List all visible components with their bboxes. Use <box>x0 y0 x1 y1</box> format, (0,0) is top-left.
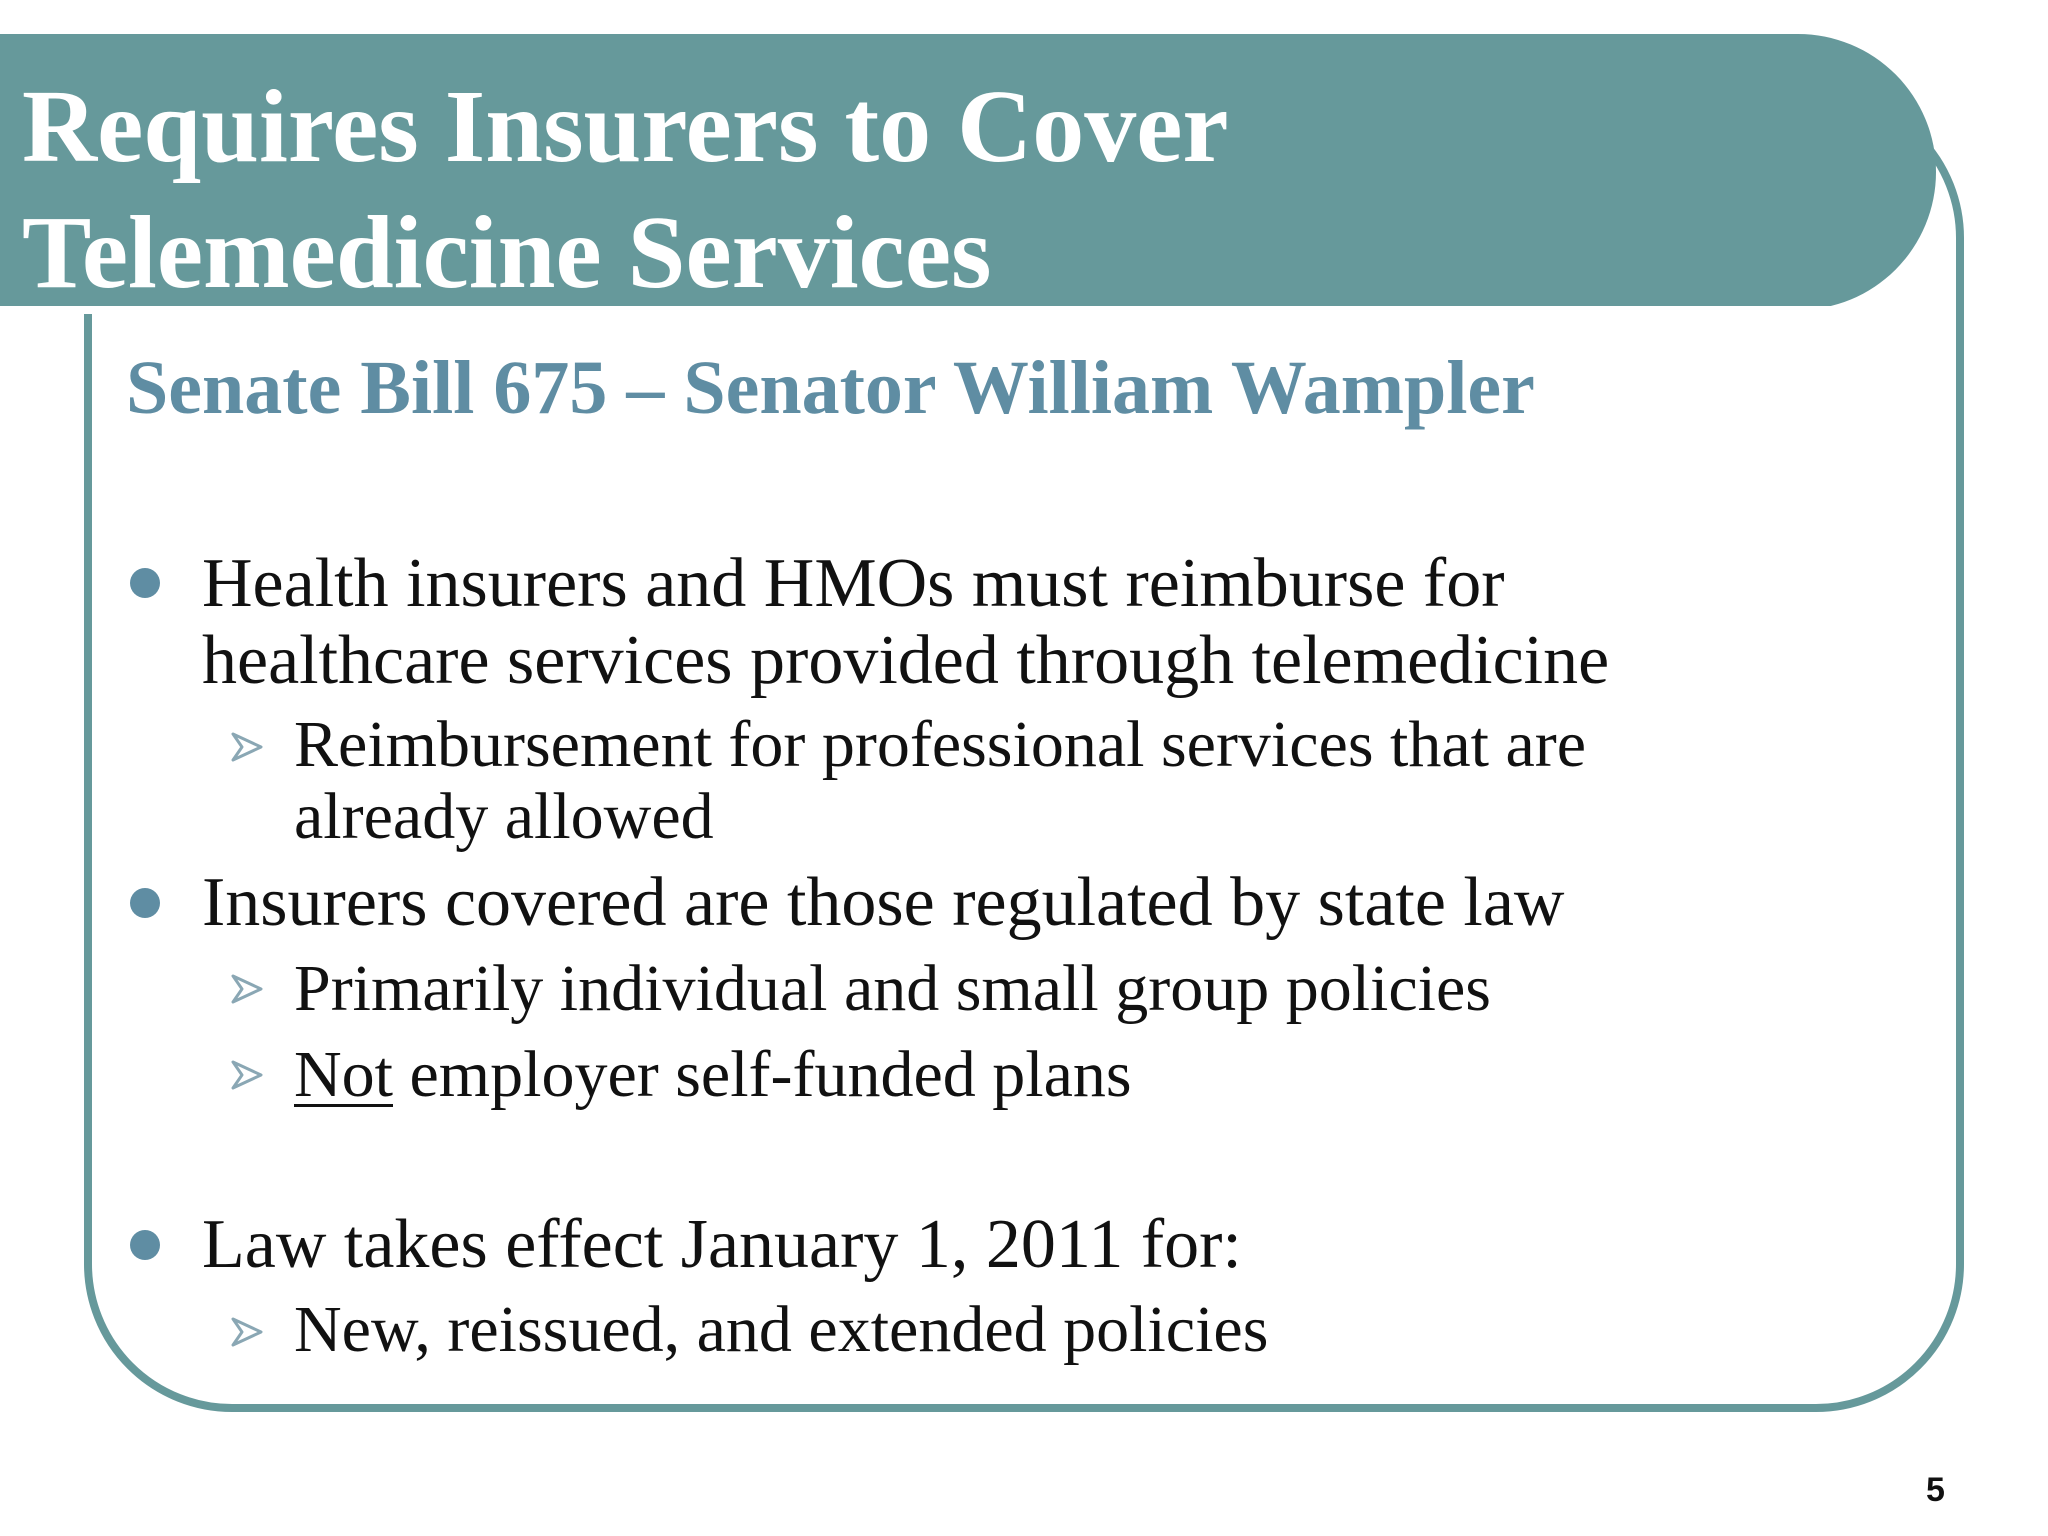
sub-bullet-item-2-1-text: Primarily individual and small group policies <box>294 952 1491 1025</box>
bullet-item-2-text: Insurers covered are those regulated by state law <box>202 864 1565 941</box>
sub-bullet-arrow-icon <box>230 972 264 1006</box>
slide-title-line-1: Requires Insurers to Cover <box>22 69 1229 184</box>
title-banner <box>0 34 1936 310</box>
emphasized-not: Not <box>294 1038 393 1111</box>
bullet-item-1-line-1: Health insurers and HMOs must reimburse for <box>202 545 1505 622</box>
sub-bullet-item-3-1-text: New, reissued, and extended policies <box>294 1293 1269 1366</box>
slide-subtitle: Senate Bill 675 – Senator William Wampler <box>126 346 1535 430</box>
sub-bullet-item-2-1 <box>294 953 1491 1025</box>
sub-bullet-item-1-1 <box>294 709 1586 853</box>
sub-bullet-item-1-1-line-1: Reimbursement for professional services that are <box>294 708 1587 781</box>
bullet-dot-icon <box>130 1230 160 1260</box>
sub-bullet-arrow-icon <box>230 1315 264 1349</box>
bullet-item-1-line-2: healthcare services provided through telemedicine <box>202 622 1610 699</box>
bullet-item-3-text: Law takes effect January 1, 2011 for: <box>202 1206 1242 1283</box>
bullet-item-2 <box>202 864 1564 941</box>
sub-bullet-arrow-icon <box>230 1058 264 1092</box>
sub-bullet-item-2-2-rest: employer self-funded plans <box>393 1038 1132 1111</box>
slide-title-line-2: Telemedicine Services <box>22 195 992 310</box>
bullet-dot-icon <box>130 568 160 598</box>
bullet-item-3 <box>202 1206 1242 1283</box>
page-number: 5 <box>1926 1471 1945 1509</box>
sub-bullet-item-2-2 <box>294 1039 1132 1111</box>
sub-bullet-arrow-icon <box>230 730 264 764</box>
slide-title <box>22 64 1229 316</box>
bullet-item-1 <box>202 545 1609 699</box>
sub-bullet-item-1-1-line-2: already allowed <box>294 780 714 853</box>
bullet-dot-icon <box>130 888 160 918</box>
sub-bullet-item-3-1 <box>294 1294 1268 1366</box>
